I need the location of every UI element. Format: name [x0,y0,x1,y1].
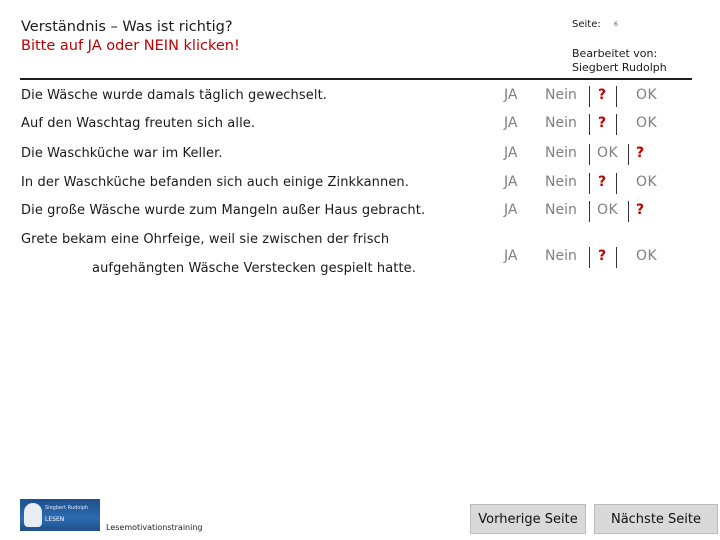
result-marker-4a: ? [598,174,607,190]
answer-separator [616,173,617,194]
nein-button-1[interactable]: Nein [545,87,577,103]
answer-separator [589,247,590,268]
statement-1: Die Wäsche wurde damals täglich gewechselt. [21,88,328,103]
result-marker-2b: OK [636,115,658,131]
ja-button-3[interactable]: JA [504,145,518,161]
publisher-logo [20,499,100,531]
statement-5: Die große Wäsche wurde zum Mangeln außer Haus gebracht. [21,203,426,218]
nein-button-2[interactable]: Nein [545,115,577,131]
nein-button-4[interactable]: Nein [545,174,577,190]
next-page-button[interactable]: Nächste Seite [594,504,718,534]
result-marker-3a: OK [597,145,619,161]
statement-6-line-2: aufgehängten Wäsche Verstecken gespielt hatte. [92,261,417,276]
page-title: Verständnis – Was ist richtig? [21,19,233,35]
ja-button-5[interactable]: JA [504,202,518,218]
logo-text-line-2: LESEN [45,516,65,523]
result-marker-5b: ? [636,202,645,218]
answer-separator [589,144,590,165]
answer-separator [589,114,590,135]
previous-page-button[interactable]: Vorherige Seite [470,504,586,534]
page-number: 6 [614,21,618,28]
result-marker-6b: OK [636,248,658,264]
answer-separator [589,201,590,222]
result-marker-1a: ? [598,87,607,103]
answer-separator [628,201,629,222]
ja-button-6[interactable]: JA [504,248,518,264]
answer-separator [589,173,590,194]
nein-button-6[interactable]: Nein [545,248,577,264]
nein-button-3[interactable]: Nein [545,145,577,161]
ja-button-4[interactable]: JA [504,174,518,190]
nein-button-5[interactable]: Nein [545,202,577,218]
statement-2: Auf den Waschtag freuten sich alle. [21,116,256,131]
answer-separator [589,86,590,107]
instruction-text: Bitte auf JA oder NEIN klicken! [21,38,240,54]
statement-3: Die Waschküche war im Keller. [21,146,223,161]
page-header [21,18,240,56]
ja-button-1[interactable]: JA [504,87,518,103]
answer-separator [616,86,617,107]
result-marker-4b: OK [636,174,658,190]
answer-separator [616,247,617,268]
editor-label: Bearbeitet von: [572,47,658,60]
result-marker-1b: OK [636,87,658,103]
logo-text-line-1: Siegbert Rudolph [45,505,89,511]
result-marker-6a: ? [598,248,607,264]
footer-label: Lesemotivationstraining [106,523,203,532]
answer-separator [628,144,629,165]
page-label: Seite: [572,19,601,30]
result-marker-3b: ? [636,145,645,161]
header-divider [20,78,692,80]
result-marker-2a: ? [598,115,607,131]
result-marker-5a: OK [597,202,619,218]
ja-button-2[interactable]: JA [504,115,518,131]
statement-4: In der Waschküche befanden sich auch einige Zinkkannen. [21,175,409,190]
editor-info [572,47,667,75]
editor-name: Siegbert Rudolph [572,61,667,74]
answer-separator [616,114,617,135]
cloud-logo-icon [24,503,42,527]
statement-6-line-1: Grete bekam eine Ohrfeige, weil sie zwischen der frisch [21,232,390,247]
